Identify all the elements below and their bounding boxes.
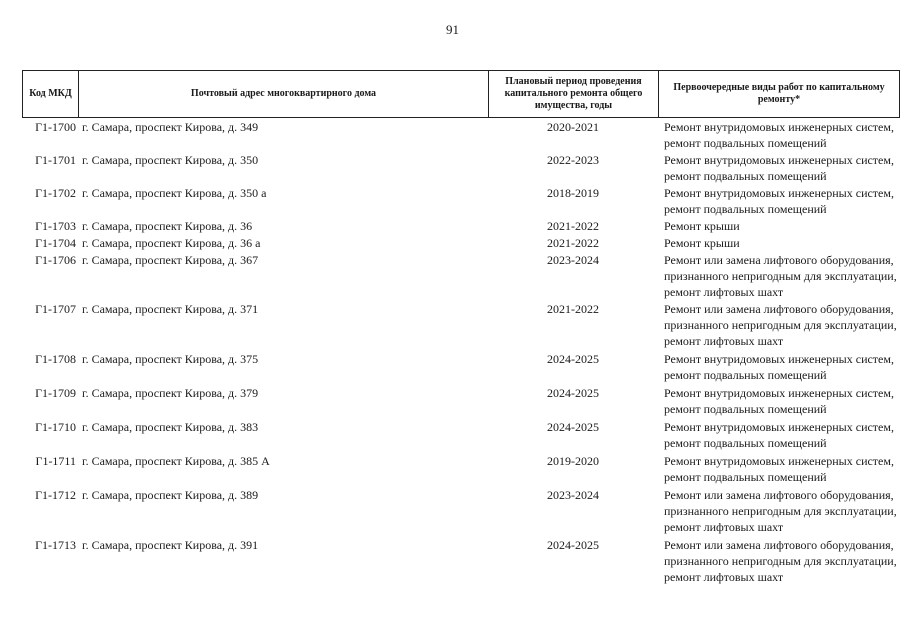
cell-code: Г1-1703 (35, 219, 76, 233)
cell-works (658, 252, 900, 300)
table-row (22, 235, 900, 251)
table-row (22, 453, 900, 485)
cell-address: г. Самара, проспект Кирова, д. 350 (82, 153, 259, 167)
cell-period: 2023-2024 (547, 253, 599, 267)
cell-works (658, 453, 900, 485)
page-number: 91 (446, 22, 459, 37)
cell-period: 2023-2024 (547, 488, 599, 502)
works-line: ремонт подвальных помещений (664, 402, 827, 416)
works-line: ремонт подвальных помещений (664, 470, 827, 484)
table-row (22, 218, 900, 234)
header-period: Плановый период проведения капитального ремонта общего имущества, годы (489, 71, 659, 117)
cell-address: г. Самара, проспект Кирова, д. 36 (82, 219, 253, 233)
table-row (22, 252, 900, 300)
cell-address: г. Самара, проспект Кирова, д. 371 (82, 302, 259, 316)
works-line: Ремонт или замена лифтового оборудования, (664, 538, 894, 552)
cell-address: г. Самара, проспект Кирова, д. 391 (82, 538, 259, 552)
works-line: Ремонт внутридомовых инженерных систем, (664, 120, 894, 134)
cell-period: 2018-2019 (547, 186, 599, 200)
cell-code: Г1-1713 (35, 538, 76, 552)
cell-address: г. Самара, проспект Кирова, д. 383 (82, 420, 259, 434)
cell-code: Г1-1707 (35, 302, 76, 316)
works-line: Ремонт крыши (664, 236, 740, 250)
cell-address: г. Самара, проспект Кирова, д. 389 (82, 488, 259, 502)
cell-address: г. Самара, проспект Кирова, д. 367 (82, 253, 259, 267)
works-line: признанного непригодным для эксплуатации, (664, 554, 897, 568)
works-line: ремонт лифтовых шахт (664, 520, 784, 534)
table-row (22, 152, 900, 184)
works-line: Ремонт или замена лифтового оборудования, (664, 488, 894, 502)
works-line: ремонт подвальных помещений (664, 136, 827, 150)
cell-works (658, 185, 900, 217)
works-line: Ремонт внутридомовых инженерных систем, (664, 454, 894, 468)
works-line: ремонт лифтовых шахт (664, 570, 784, 584)
works-line: признанного непригодным для эксплуатации, (664, 504, 897, 518)
header-works: Первоочередные виды работ по капитальному ремонту* (673, 82, 885, 105)
cell-works (658, 419, 900, 451)
cell-address: г. Самара, проспект Кирова, д. 349 (82, 120, 259, 134)
works-line: ремонт подвальных помещений (664, 368, 827, 382)
works-line: ремонт подвальных помещений (664, 202, 827, 216)
works-line: Ремонт или замена лифтового оборудования, (664, 302, 894, 316)
works-line: Ремонт внутридомовых инженерных систем, (664, 186, 894, 200)
cell-code: Г1-1701 (35, 153, 76, 167)
cell-period: 2021-2022 (547, 219, 599, 233)
works-line: ремонт лифтовых шахт (664, 285, 784, 299)
cell-address: г. Самара, проспект Кирова, д. 375 (82, 352, 259, 366)
cell-period: 2020-2021 (547, 120, 599, 134)
table-row (22, 385, 900, 417)
works-line: ремонт подвальных помещений (664, 169, 827, 183)
cell-code: Г1-1710 (35, 420, 76, 434)
header-code: Код МКД (23, 71, 79, 117)
table-row (22, 119, 900, 151)
table-header (22, 70, 900, 118)
cell-period: 2024-2025 (547, 538, 599, 552)
works-line: Ремонт внутридомовых инженерных систем, (664, 352, 894, 366)
cell-address: г. Самара, проспект Кирова, д. 379 (82, 386, 259, 400)
works-line: признанного непригодным для эксплуатации, (664, 318, 897, 332)
cell-code: Г1-1700 (35, 120, 76, 134)
works-line: Ремонт внутридомовых инженерных систем, (664, 386, 894, 400)
table-row (22, 537, 900, 585)
table-row (22, 351, 900, 383)
cell-code: Г1-1709 (35, 386, 76, 400)
cell-works (658, 537, 900, 585)
works-line: ремонт лифтовых шахт (664, 334, 784, 348)
works-line: ремонт подвальных помещений (664, 436, 827, 450)
table-row (22, 185, 900, 217)
cell-period: 2021-2022 (547, 302, 599, 316)
cell-period: 2024-2025 (547, 386, 599, 400)
cell-works (658, 301, 900, 349)
works-line: Ремонт внутридомовых инженерных систем, (664, 153, 894, 167)
cell-works (658, 218, 900, 234)
cell-works (658, 351, 900, 383)
cell-code: Г1-1708 (35, 352, 76, 366)
header-address: Почтовый адрес многоквартирного дома (79, 71, 489, 117)
cell-period: 2021-2022 (547, 236, 599, 250)
cell-works (658, 119, 900, 151)
works-line: Ремонт или замена лифтового оборудования, (664, 253, 894, 267)
cell-address: г. Самара, проспект Кирова, д. 350 а (82, 186, 267, 200)
cell-period: 2024-2025 (547, 352, 599, 366)
cell-code: Г1-1704 (35, 236, 76, 250)
cell-code: Г1-1702 (35, 186, 76, 200)
cell-code: Г1-1706 (35, 253, 76, 267)
table-row (22, 301, 900, 349)
table-row (22, 487, 900, 535)
works-line: Ремонт крыши (664, 219, 740, 233)
cell-works (658, 487, 900, 535)
works-line: Ремонт внутридомовых инженерных систем, (664, 420, 894, 434)
cell-address: г. Самара, проспект Кирова, д. 36 а (82, 236, 261, 250)
cell-period: 2019-2020 (547, 454, 599, 468)
table-row (22, 419, 900, 451)
cell-period: 2022-2023 (547, 153, 599, 167)
cell-code: Г1-1712 (35, 488, 76, 502)
works-line: признанного непригодным для эксплуатации, (664, 269, 897, 283)
cell-works (658, 152, 900, 184)
cell-works (658, 235, 900, 251)
cell-code: Г1-1711 (35, 454, 76, 468)
cell-period: 2024-2025 (547, 420, 599, 434)
cell-address: г. Самара, проспект Кирова, д. 385 А (82, 454, 270, 468)
cell-works (658, 385, 900, 417)
